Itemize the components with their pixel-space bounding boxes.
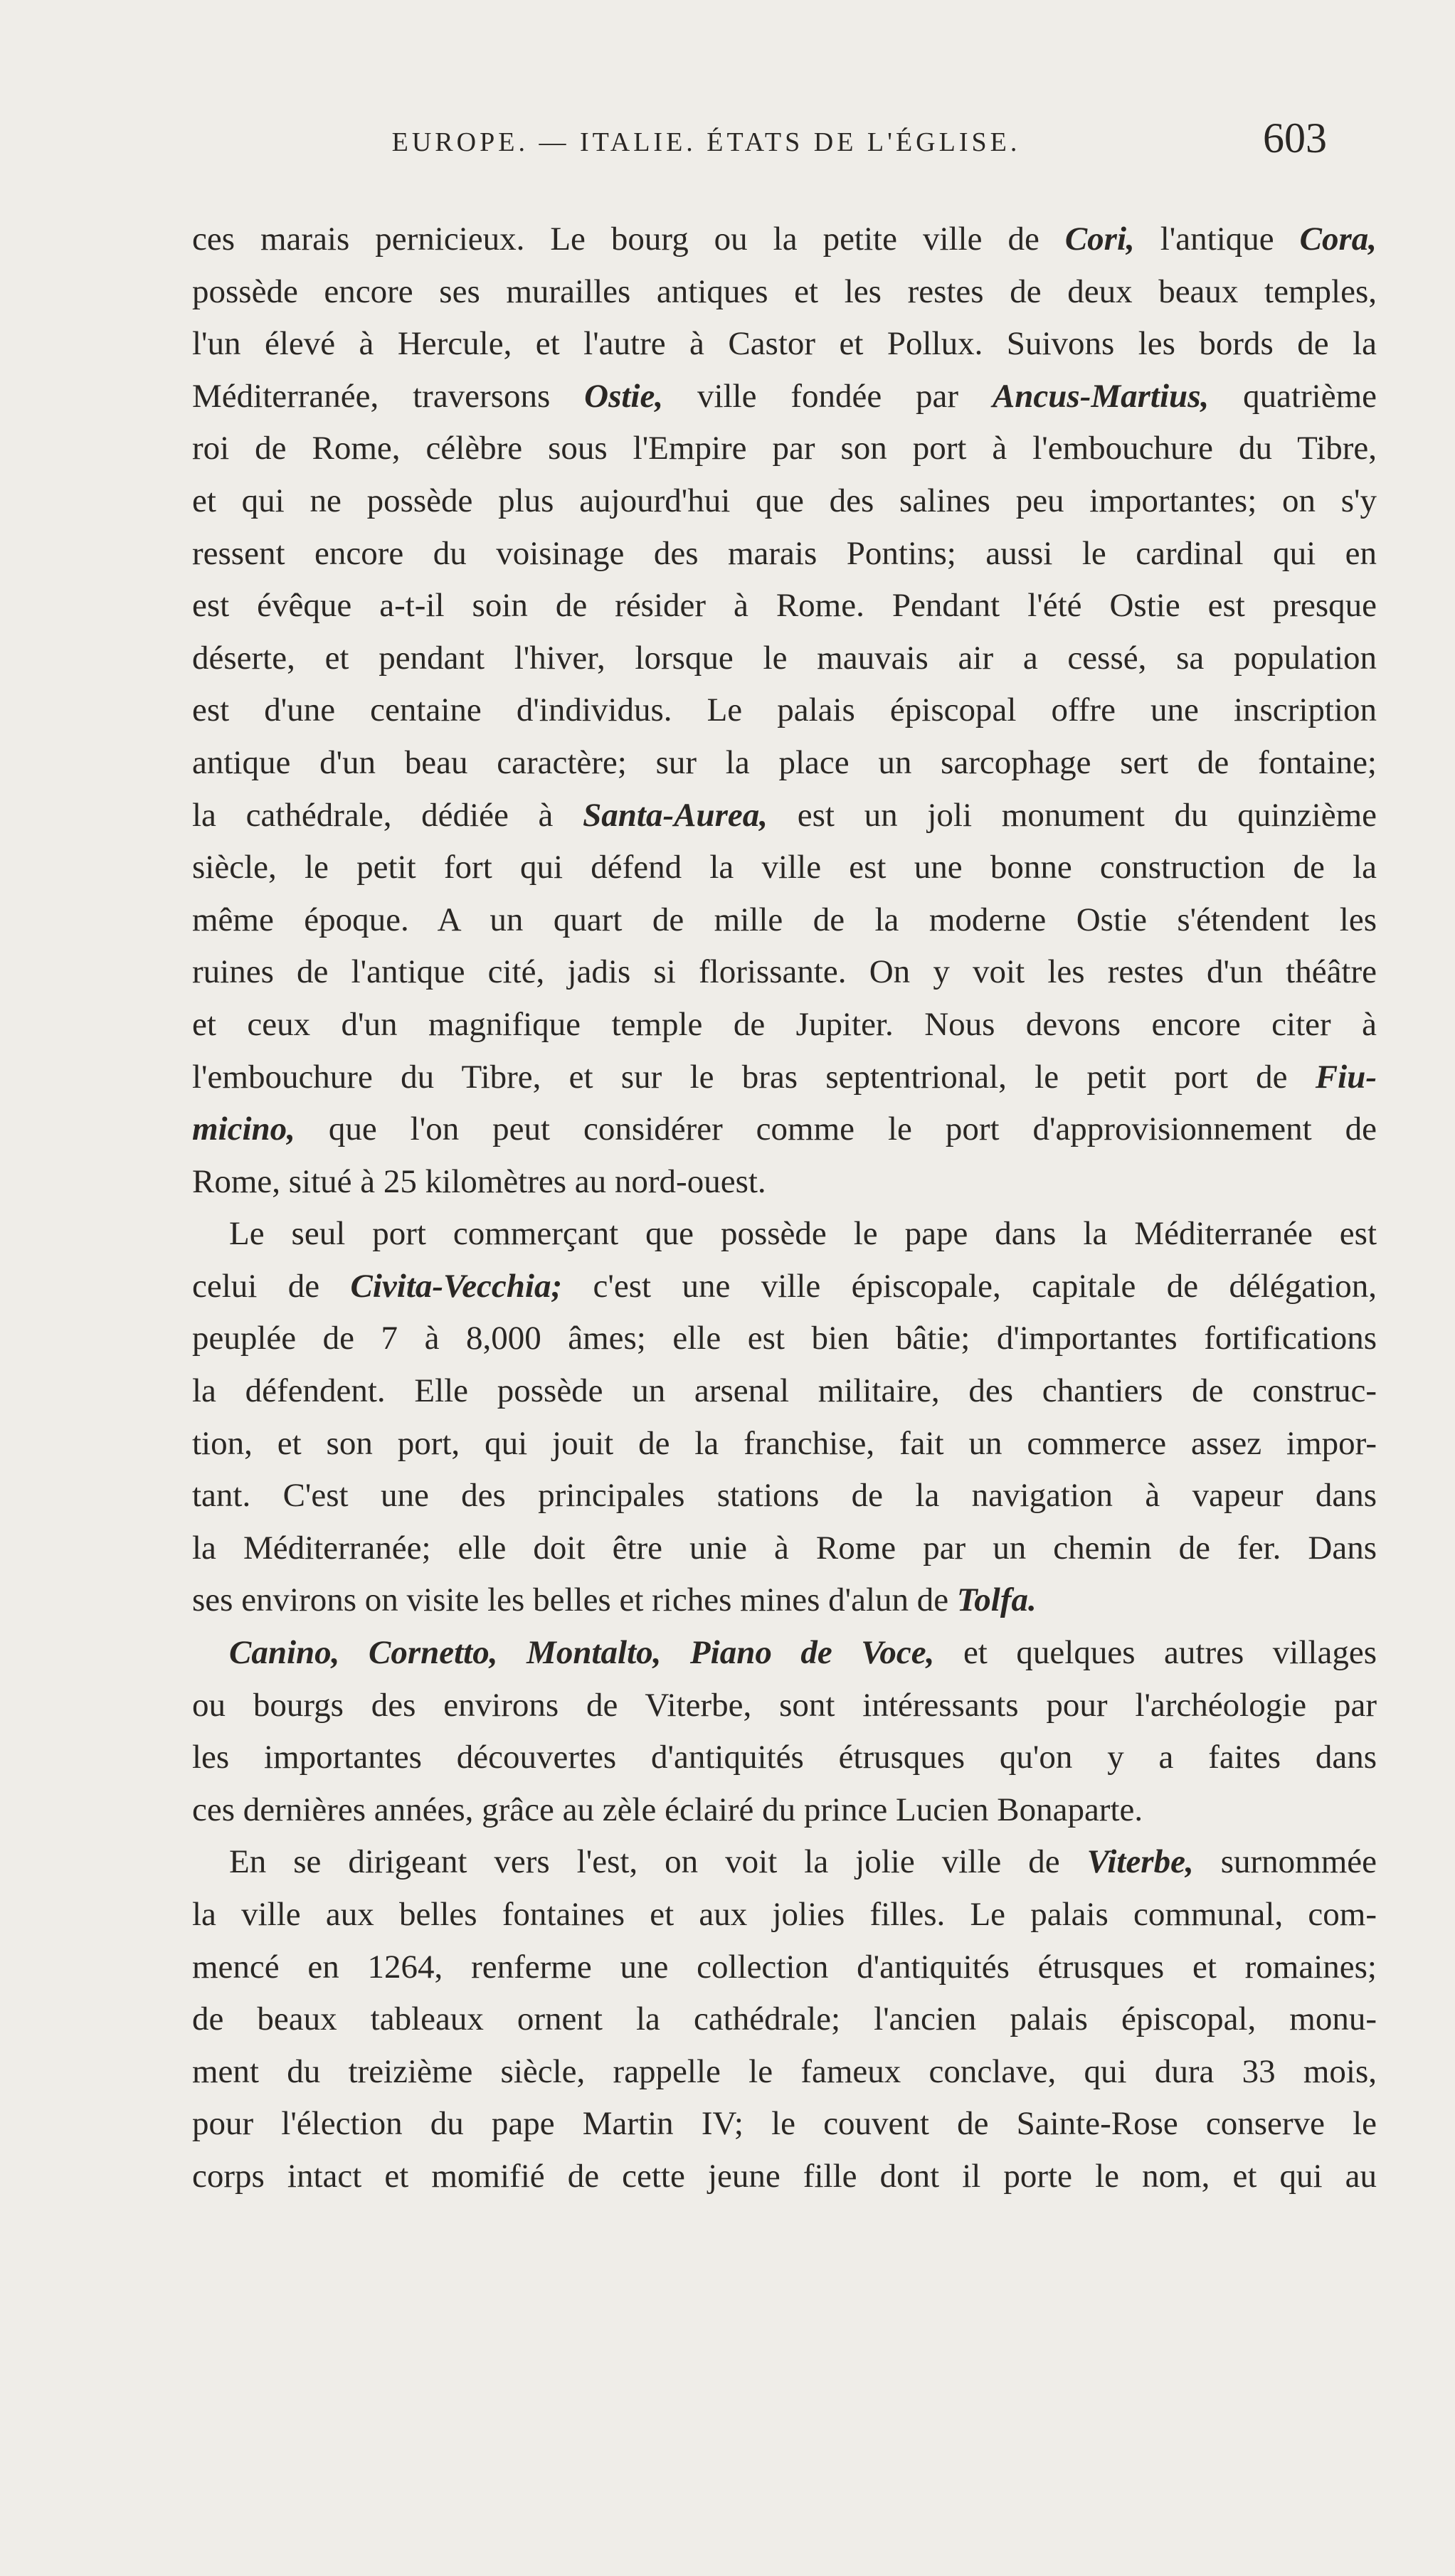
text-run: Méditerranée, traversons: [192, 377, 585, 415]
text-line: [192, 842, 1377, 894]
running-head: EUROPE. — ITALIE. ÉTATS DE L'ÉGLISE.: [391, 127, 1021, 157]
text-line: [192, 684, 1377, 737]
text-line: [192, 475, 1377, 528]
text-line: [192, 1732, 1377, 1784]
text-line: [192, 2098, 1377, 2151]
text-run: est d'une centaine d'individus. Le palais épiscopal offre une inscription: [192, 691, 1377, 729]
text-line: [192, 1208, 1377, 1261]
text-run: peuplée de 7 à 8,000 âmes; elle est bien bâtie; d'importantes fortifications: [192, 1320, 1377, 1357]
italic-text: Fiu-: [1315, 1058, 1377, 1096]
text-run: ces dernières années, grâce au zèle éclairé du prince Lucien Bonaparte.: [192, 1791, 1143, 1828]
text-run: Le seul port commerçant que possède le pape dans la Méditerranée est: [229, 1215, 1377, 1253]
text-run: c'est une ville épiscopale, capitale de délégation,: [562, 1267, 1377, 1305]
text-line: [192, 1941, 1377, 1994]
text-run: ville fondée par: [663, 377, 993, 415]
text-run: roi de Rome, célèbre sous l'Empire par son port à l'embouchure du Tibre,: [192, 430, 1377, 467]
text-line: [192, 2151, 1377, 2203]
text-line: [192, 318, 1377, 371]
text-run: En se dirigeant vers l'est, on voit la jolie ville de: [229, 1843, 1087, 1881]
text-run: ses environs on visite les belles et riches mines d'alun de: [192, 1581, 957, 1619]
page-header: [178, 115, 1327, 184]
text-line: [192, 580, 1377, 632]
text-run: corps intact et momifié de cette jeune fille dont il porte le nom, et qui au: [192, 2157, 1377, 2195]
text-run: surnommée: [1193, 1843, 1377, 1881]
text-run: ruines de l'antique cité, jadis si florissante. On y voit les restes d'un théâtre: [192, 953, 1377, 991]
body-text: [192, 213, 1377, 2203]
text-line: [192, 423, 1377, 475]
text-run: antique d'un beau caractère; sur la place un sarcophage sert de fontaine;: [192, 743, 1377, 781]
text-line: [192, 737, 1377, 790]
text-run: la cathédrale, dédiée à: [192, 796, 583, 834]
text-line: [192, 213, 1377, 266]
italic-text: Santa-Aurea,: [583, 796, 768, 834]
text-line: [192, 1627, 1377, 1680]
text-run: celui de: [192, 1267, 351, 1305]
text-run: tion, et son port, qui jouit de la franchise, fait un commerce assez impor-: [192, 1424, 1377, 1462]
italic-text: Civita-Vecchia;: [350, 1267, 563, 1305]
text-run: déserte, et pendant l'hiver, lorsque le mauvais air a cessé, sa population: [192, 639, 1377, 677]
text-line: [192, 632, 1377, 685]
text-line: [192, 1418, 1377, 1470]
text-line: [192, 790, 1377, 842]
text-run: la défendent. Elle possède un arsenal militaire, des chantiers de construc-: [192, 1372, 1377, 1410]
text-run: et quelques autres villages: [934, 1634, 1377, 1672]
text-line: [192, 1836, 1377, 1889]
italic-text: Cori,: [1064, 221, 1135, 258]
text-line: [192, 1680, 1377, 1732]
text-run: et ceux d'un magnifique temple de Jupiter. Nous devons encore citer à: [192, 1005, 1377, 1043]
text-line: [192, 371, 1377, 423]
text-line: [192, 2046, 1377, 2099]
text-line: [192, 1522, 1377, 1575]
text-run: mencé en 1264, renferme une collection d'antiquités étrusques et romaines;: [192, 1948, 1377, 1986]
text-run: l'un élevé à Hercule, et l'autre à Castor et Pollux. Suivons les bords de la: [192, 325, 1377, 363]
italic-text: Cora,: [1299, 221, 1377, 258]
text-run: la Méditerranée; elle doit être unie à Rome par un chemin de fer. Dans: [192, 1529, 1377, 1567]
text-run: ou bourgs des environs de Viterbe, sont intéressants pour l'archéologie par: [192, 1686, 1377, 1724]
text-run: est évêque a-t-il soin de résider à Rome. Pendant l'été Ostie est presque: [192, 587, 1377, 625]
text-line: [192, 1103, 1377, 1156]
italic-text: micino,: [192, 1111, 295, 1148]
italic-text: Viterbe,: [1086, 1843, 1194, 1881]
text-line: [192, 266, 1377, 319]
text-run: pour l'élection du pape Martin IV; le couvent de Sainte-Rose conserve le: [192, 2105, 1377, 2143]
text-run: même époque. A un quart de mille de la moderne Ostie s'étendent les: [192, 901, 1377, 938]
text-run: possède encore ses murailles antiques et les restes de deux beaux temples,: [192, 272, 1377, 310]
text-run: Rome, situé à 25 kilomètres au nord-ouest.: [192, 1162, 766, 1200]
text-run: quatrième: [1209, 377, 1377, 415]
text-run: l'antique: [1134, 221, 1300, 258]
text-line: [192, 1051, 1377, 1104]
italic-text: Tolfa.: [956, 1581, 1037, 1619]
text-line: [192, 1889, 1377, 1941]
text-run: et qui ne possède plus aujourd'hui que des salines peu importantes; on s'y: [192, 482, 1377, 519]
page-number: 603: [1263, 115, 1327, 161]
text-run: ressent encore du voisinage des marais Pontins; aussi le cardinal qui en: [192, 534, 1377, 572]
text-line: [192, 1574, 1377, 1627]
text-run: les importantes découvertes d'antiquités étrusques qu'on y a faites dans: [192, 1739, 1377, 1776]
text-run: que l'on peut considérer comme le port d'approvisionnement de: [295, 1111, 1377, 1148]
text-line: [192, 894, 1377, 947]
text-line: [192, 528, 1377, 581]
text-line: [192, 1156, 1377, 1209]
text-run: la ville aux belles fontaines et aux jolies filles. Le palais communal, com-: [192, 1896, 1377, 1933]
text-run: l'embouchure du Tibre, et sur le bras septentrional, le petit port de: [192, 1058, 1316, 1096]
text-line: [192, 1313, 1377, 1365]
text-run: siècle, le petit fort qui défend la ville est une bonne construction de la: [192, 849, 1377, 886]
text-run: ment du treizième siècle, rappelle le fameux conclave, qui dura 33 mois,: [192, 2052, 1377, 2090]
italic-text: Canino, Cornetto, Montalto, Piano de Voce,: [229, 1634, 935, 1672]
text-line: [192, 1365, 1377, 1418]
text-run: tant. C'est une des principales stations de la navigation à vapeur dans: [192, 1477, 1377, 1515]
text-run: est un joli monument du quinzième: [768, 796, 1377, 834]
text-line: [192, 946, 1377, 999]
text-line: [192, 1993, 1377, 2046]
text-line: [192, 1261, 1377, 1313]
text-line: [192, 999, 1377, 1051]
text-line: [192, 1784, 1377, 1837]
text-run: de beaux tableaux ornent la cathédrale; l'ancien palais épiscopal, monu-: [192, 2000, 1377, 2038]
italic-text: Ostie,: [584, 377, 664, 415]
text-run: ces marais pernicieux. Le bourg ou la petite ville de: [192, 221, 1065, 258]
text-line: [192, 1470, 1377, 1522]
italic-text: Ancus-Martius,: [992, 377, 1210, 415]
